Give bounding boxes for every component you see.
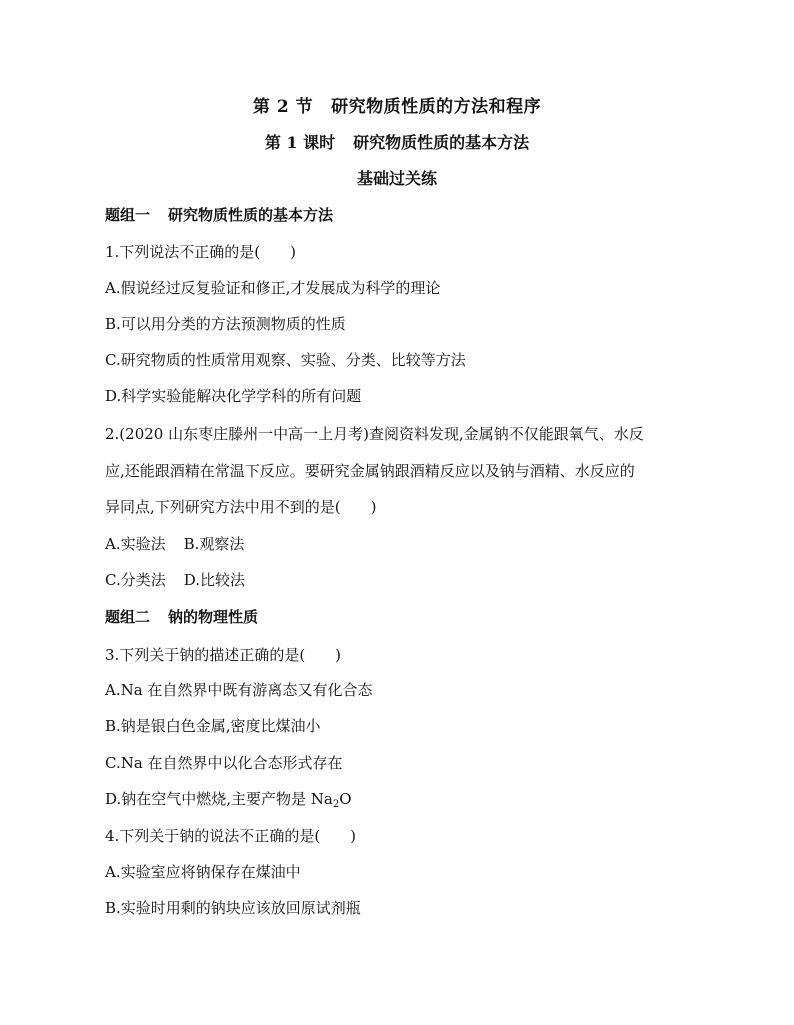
group-heading-1: 题组一 研究物质性质的基本方法 [105,206,334,224]
q2-options-row-1 [105,534,244,554]
q2-stem-line-1: 2.(2020 山东枣庄滕州一中高一上月考)查阅资料发现,金属钠不仅能跟氧气、水反 [105,425,644,443]
q1-stem: 1.下列说法不正确的是( ) [105,243,297,261]
section-title [0,92,794,117]
q1-option-b: B.可以用分类的方法预测物质的性质 [105,315,346,333]
q2-option-a: A.实验法 [105,535,166,553]
q2-option-d: D.比较法 [183,571,245,589]
q1-option-a: A.假说经过反复验证和修正,才发展成为科学的理论 [105,279,441,297]
q3-stem: 3.下列关于钠的描述正确的是( ) [105,646,342,664]
q1-option-d: D.科学实验能解决化学学科的所有问题 [105,387,362,405]
q2-option-b: B.观察法 [183,535,245,553]
q3-option-d: D.钠在空气中燃烧,主要产物是 $Na_2O$ [105,790,352,810]
q2-stem-line-3: 异同点,下列研究方法中用不到的是( ) [105,498,377,516]
q3-option-a: A.Na 在自然界中既有游离态又有化合态 [105,681,373,699]
group-heading-2: 题组二 钠的物理性质 [105,608,259,626]
section-number: 第 2 节 [252,97,314,117]
q4-stem: 4.下列关于钠的说法不正确的是( ) [105,827,357,845]
q4-option-a: A.实验室应将钠保存在煤油中 [105,863,301,881]
lesson-number: 第 1 课时 [264,133,336,152]
q1-option-c: C.研究物质的性质常用观察、实验、分类、比较等方法 [105,351,466,369]
q2-option-c: C.分类法 [105,571,166,589]
q2-options-row-2 [105,570,245,590]
q2-stem-line-2: 应,还能跟酒精在常温下反应。要研究金属钠跟酒精反应以及钠与酒精、水反应的 [105,462,635,480]
q3-option-b: B.钠是银白色金属,密度比煤油小 [105,717,321,735]
lesson-name: 研究物质性质的基本方法 [353,133,530,152]
section-name: 研究物质性质的方法和程序 [331,97,542,117]
q4-option-b: B.实验时用剩的钠块应该放回原试剂瓶 [105,899,361,917]
q3-option-c: C.Na 在自然界中以化合态形式存在 [105,754,343,772]
subscript-two: 2 [332,799,340,810]
lesson-title [0,130,794,153]
exercise-title: 基础过关练 [356,169,437,188]
